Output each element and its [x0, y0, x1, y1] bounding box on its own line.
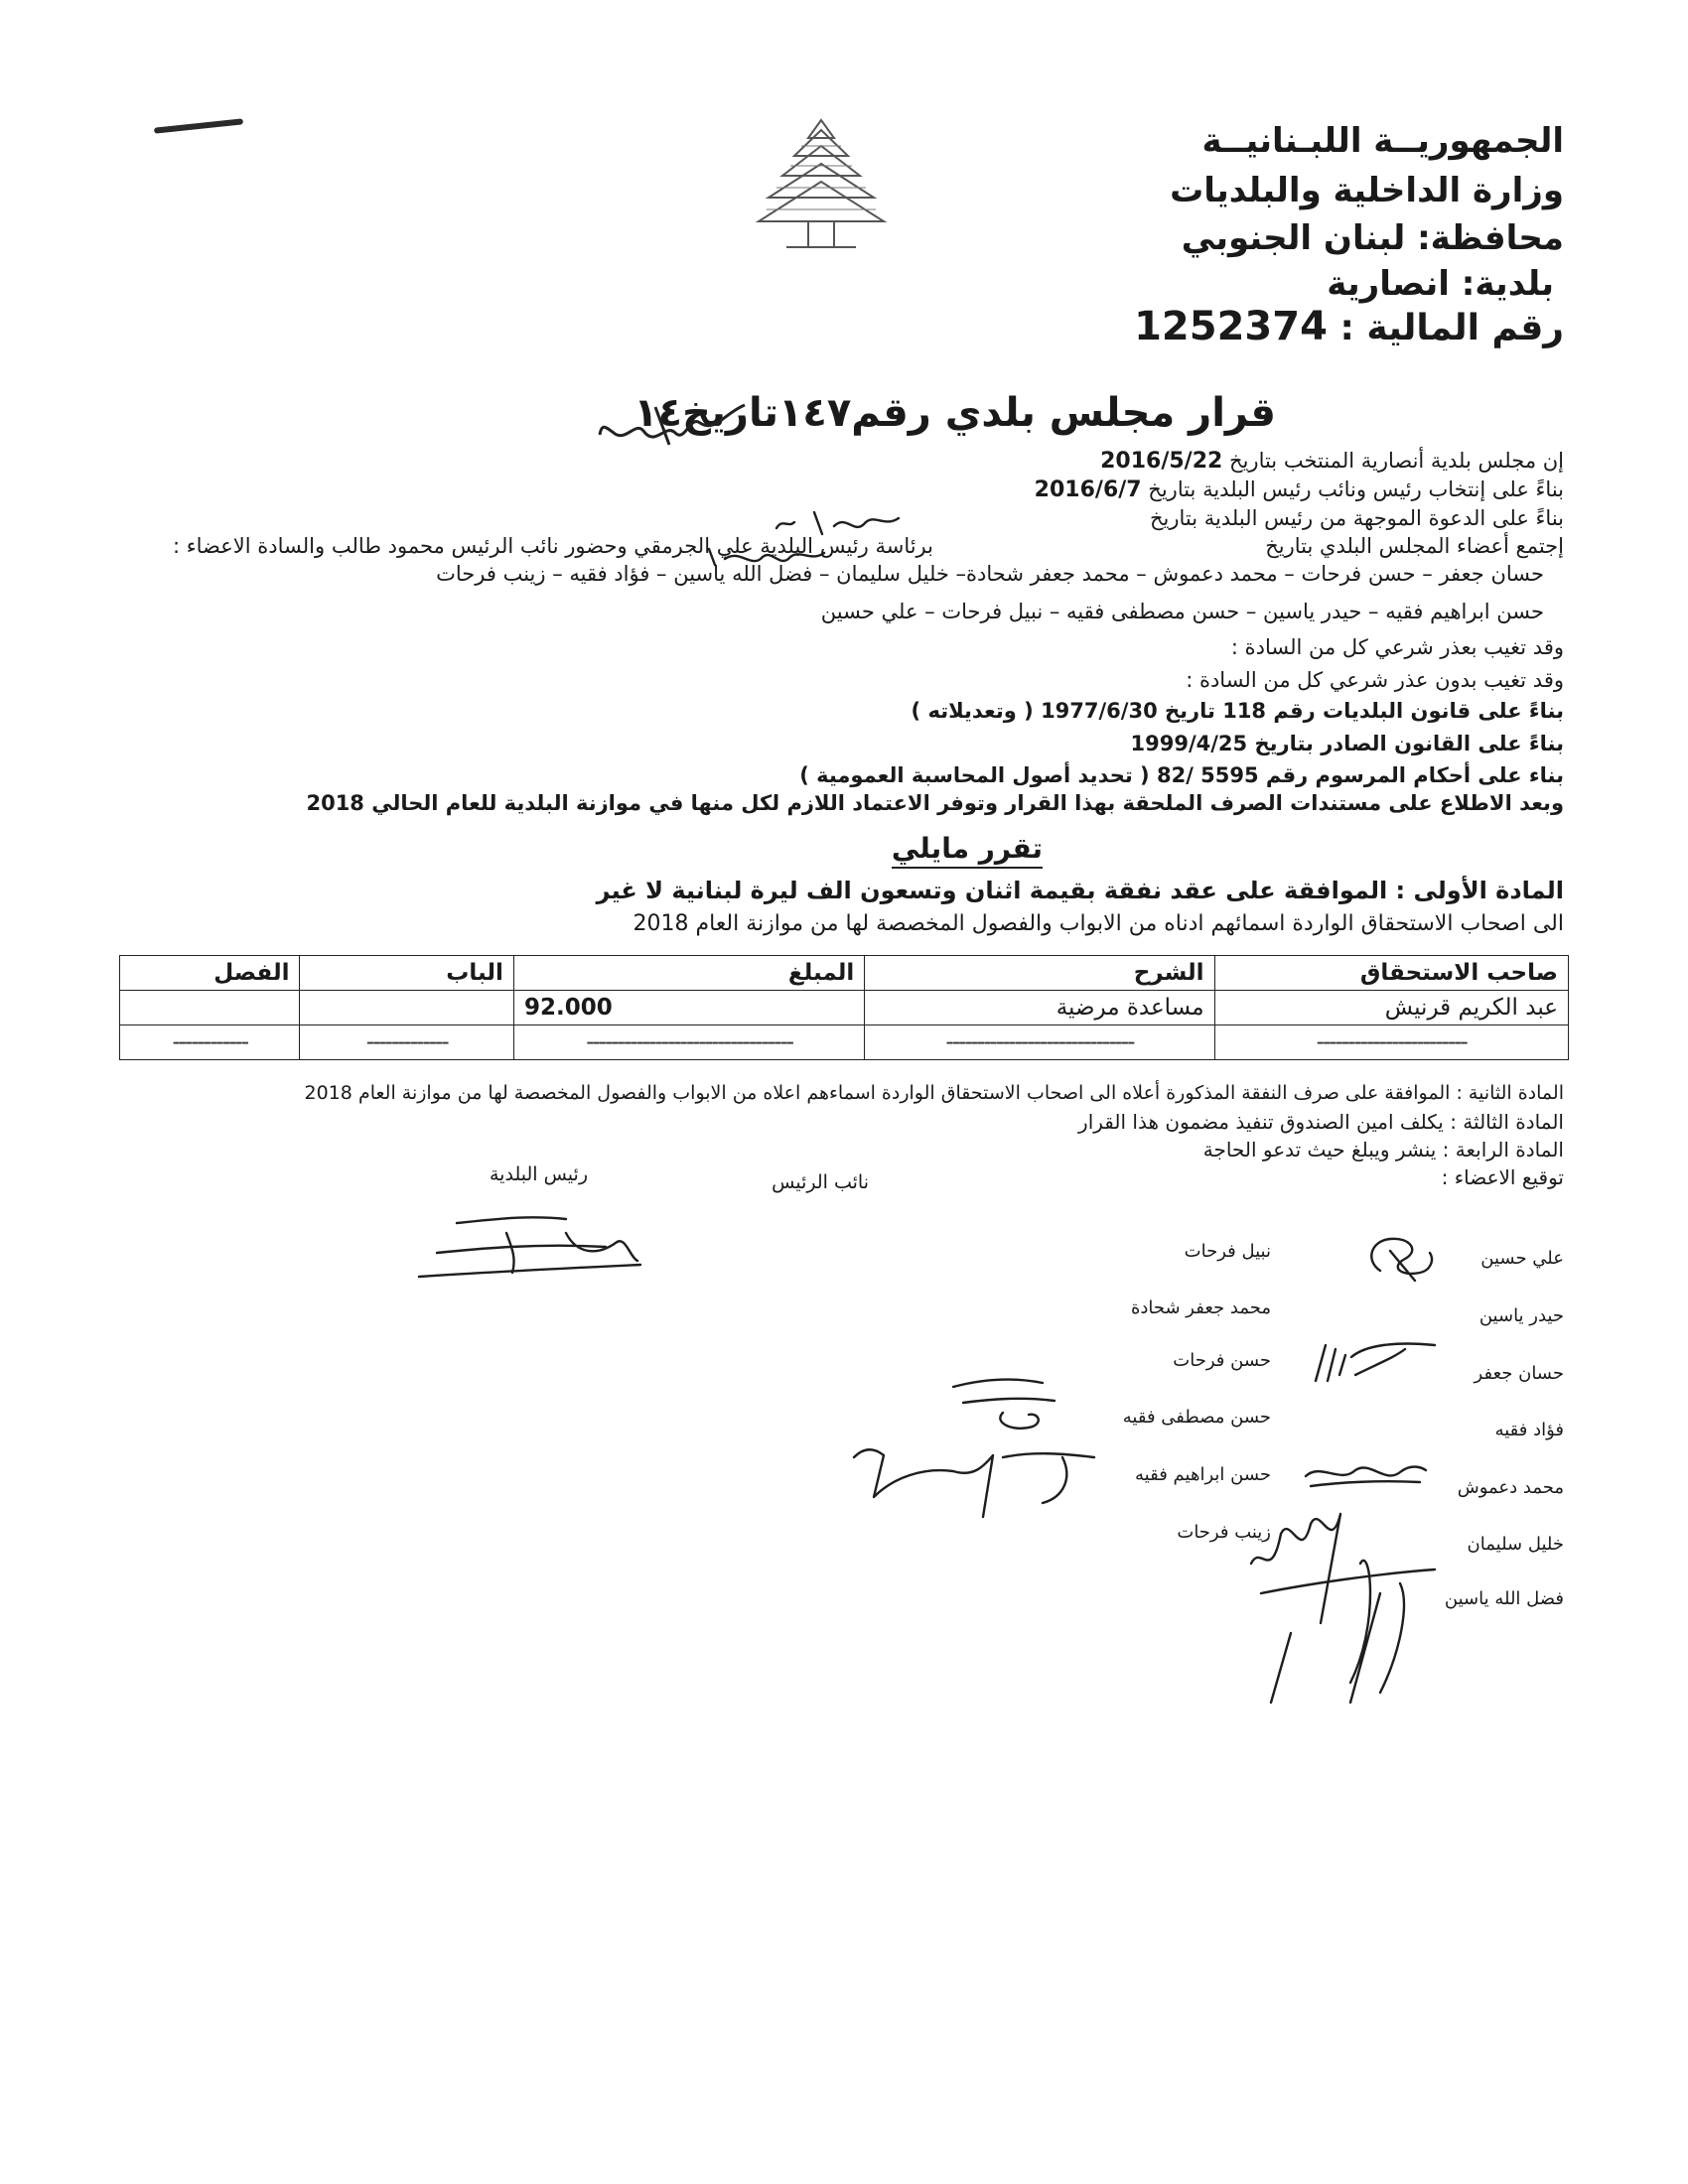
attendance-line: برئاسة رئيس البلدية علي الجرمقي وحضور نائب الرئيس محمود طالب والسادة الاعضاء :: [173, 534, 933, 558]
member-name: فضل الله ياسين: [1444, 1588, 1564, 1609]
date-elected: 2016/5/22: [1100, 449, 1223, 474]
member-name: حسن مصطفى فقيه: [1122, 1407, 1271, 1428]
member-name: حسان جعفر: [1474, 1363, 1564, 1384]
decision-heading: تقرر مايلي: [892, 832, 1043, 869]
table-cell: [300, 991, 513, 1025]
table-cell: عبد الكريم قرنيش: [1214, 991, 1568, 1025]
member-signature: [1360, 1231, 1440, 1286]
member-signature: [1296, 1335, 1445, 1385]
preamble-line: بناءً على الدعوة الموجهة من رئيس البلدية بتاريخ: [1149, 506, 1564, 530]
column-header: المبلغ: [513, 956, 864, 991]
lebanese-cedar-emblem: [747, 116, 896, 260]
member-name: علي حسين: [1480, 1248, 1564, 1269]
member-name: فؤاد فقيه: [1494, 1420, 1564, 1440]
table-cell: -------------: [300, 1025, 513, 1060]
governorate-name: محافظة: لبنان الجنوبي: [1181, 218, 1564, 258]
date-elected-heads: 2016/6/7: [1034, 478, 1142, 502]
law-reference: بناءً على القانون الصادر بتاريخ 1999/4/25: [1130, 732, 1564, 755]
table-cell: مساعدة مرضية: [865, 991, 1214, 1025]
mayor-signature: [417, 1213, 645, 1283]
table-cell: ------------: [120, 1025, 300, 1060]
law-reference: بناءً على قانون البلديات رقم 118 تاريخ 1977/6/30 ( وتعديلاته ): [911, 699, 1564, 723]
finance-label: رقم المالية :: [1339, 308, 1564, 348]
mayor-title: رئيس البلدية: [490, 1163, 588, 1185]
table-cell: ------------------------: [1214, 1025, 1568, 1060]
member-name: حسن ابراهيم فقيه: [1135, 1464, 1271, 1485]
member-name: حسن فرحات: [1173, 1350, 1271, 1371]
members-present-line: حسان جعفر – حسن فرحات – محمد دعموش – محمد جعفر شحادة– خليل سليمان – فضل الله ياسين – فؤاد فقيه – زينب فرحات: [436, 562, 1544, 586]
table-cell: [120, 991, 300, 1025]
members-signature-label: توقيع الاعضاء :: [1441, 1165, 1564, 1189]
member-name: محمد دعموش: [1457, 1477, 1564, 1498]
article-four: المادة الرابعة : ينشر ويبلغ حيث تدعو الحاجة: [1202, 1138, 1564, 1161]
member-signature: [943, 1373, 1062, 1437]
column-header: صاحب الاستحقاق: [1214, 956, 1568, 991]
member-signature: [1301, 1454, 1430, 1494]
municipality-name: بلدية: انصارية: [1327, 264, 1554, 304]
finance-number-line: [1134, 305, 1564, 348]
member-name: زينب فرحات: [1177, 1522, 1271, 1543]
table-row: [120, 1025, 1569, 1060]
article-one-continued: الى اصحاب الاستحقاق الواردة اسمائهم ادناه من الابواب والفصول المخصصة لها من موازنة العام 2018: [633, 911, 1564, 936]
table-row: [120, 991, 1569, 1025]
members-present-line: حسن ابراهيم فقيه – حيدر ياسين – حسن مصطفى فقيه – نبيل فرحات – علي حسين: [820, 600, 1544, 623]
preamble-line: إن مجلس بلدية أنصارية المنتخب بتاريخ 2016/5/22: [1100, 449, 1564, 474]
member-name: محمد جعفر شحادة: [1130, 1297, 1271, 1318]
member-name: خليل سليمان: [1467, 1534, 1564, 1555]
column-header: الفصل: [120, 956, 300, 991]
republic-name: الجمهوريــة اللبـنانيــة: [1201, 121, 1564, 161]
column-header: الشرح: [865, 956, 1214, 991]
absent-unexcused-line: وقد تغيب بدون عذر شرعي كل من السادة :: [1186, 668, 1564, 692]
table-cell: ------------------------------: [865, 1025, 1214, 1060]
expense-table: [119, 955, 1569, 1060]
preamble-line: بناءً على إنتخاب رئيس ونائب رئيس البلدية بتاريخ 2016/6/7: [1034, 478, 1564, 502]
member-signature: [1231, 1504, 1445, 1712]
decision-title: قرار مجلس بلدي رقم١٤٧تاريخ١٤: [633, 390, 1276, 436]
column-header: الباب: [300, 956, 513, 991]
deputy-title: نائب الرئيس: [772, 1171, 869, 1193]
article-one: المادة الأولى : الموافقة على عقد نفقة بقيمة اثنان وتسعون الف ليرة لبنانية لا غير: [596, 877, 1564, 904]
table-cell: 92.000: [513, 991, 864, 1025]
handwritten-date: [596, 393, 755, 453]
member-name: نبيل فرحات: [1184, 1241, 1271, 1262]
budget-statement: وبعد الاطلاع على مستندات الصرف الملحقة بهذا القرار وتوفر الاعتماد اللازم لكل منها في موازنة البلدية للعام الحالي 2018: [306, 791, 1564, 815]
finance-number: 1252374: [1134, 304, 1328, 349]
member-signature: [834, 1437, 1102, 1532]
ministry-name: وزارة الداخلية والبلديات: [1170, 171, 1564, 210]
table-cell: ---------------------------------: [513, 1025, 864, 1060]
member-name: حيدر ياسين: [1478, 1305, 1564, 1326]
article-three: المادة الثالثة : يكلف امين الصندوق تنفيذ مضمون هذا القرار: [1078, 1110, 1564, 1134]
article-two: المادة الثانية : الموافقة على صرف النفقة المذكورة أعلاه الى اصحاب الاستحقاق الواردة اسماءهم اعلاه من الابواب والفصول المخصصة لها من موازنة العام 2018: [304, 1082, 1564, 1104]
absent-excused-line: وقد تغيب بعذر شرعي كل من السادة :: [1230, 635, 1564, 659]
pen-mark: [154, 118, 243, 133]
preamble-line: إجتمع أعضاء المجلس البلدي بتاريخ: [1265, 534, 1564, 558]
decree-reference: بناء على أحكام المرسوم رقم 5595 /82 ( تحديد أصول المحاسبة العمومية ): [799, 763, 1564, 787]
table-header-row: [120, 956, 1569, 991]
